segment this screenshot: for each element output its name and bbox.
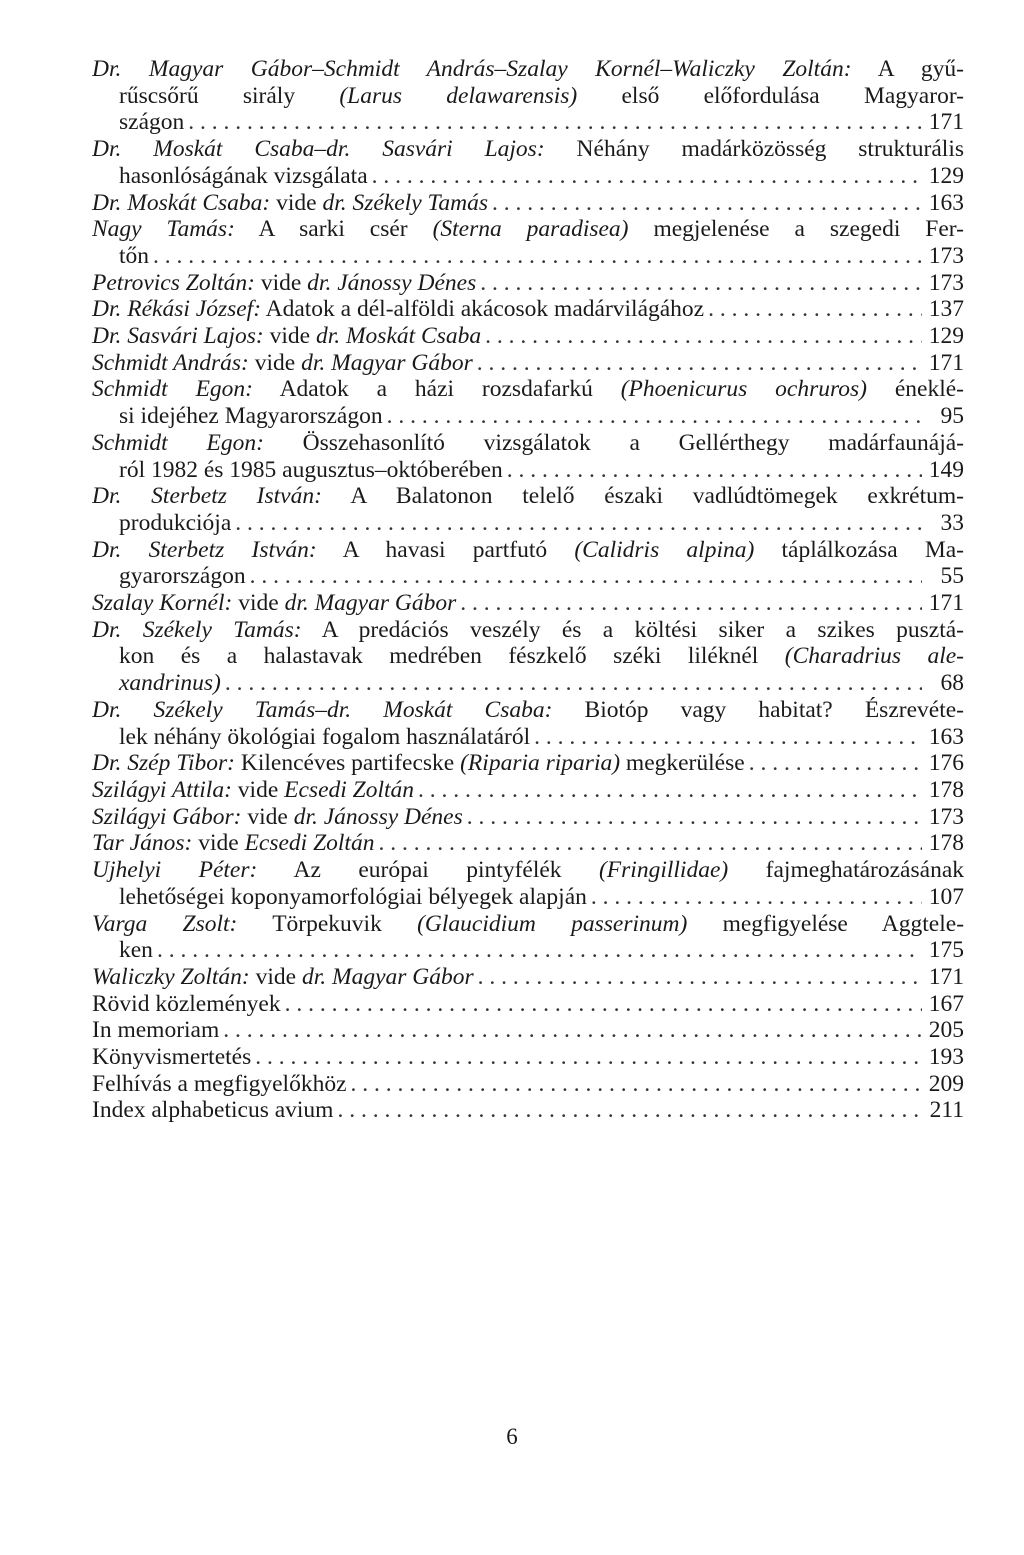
dot-leader xyxy=(745,750,922,777)
text: vide xyxy=(270,189,323,216)
toc-entry-line xyxy=(92,56,964,83)
text: vide xyxy=(241,803,294,830)
page-reference: 173 xyxy=(928,242,964,269)
toc-entry-line xyxy=(92,83,964,110)
italic-text: Nagy Tamás: xyxy=(92,216,235,243)
text: ken xyxy=(119,937,153,964)
dot-leader xyxy=(149,243,922,270)
page-number: 6 xyxy=(506,1424,518,1449)
dot-leader xyxy=(231,510,922,537)
toc-entry-last-line xyxy=(92,724,964,751)
italic-text: Dr. Sterbetz István: xyxy=(92,483,322,510)
toc-entry-last-line xyxy=(92,937,964,964)
toc-entry-text xyxy=(119,457,503,484)
text: éneklé- xyxy=(867,376,964,403)
italic-text: Dr. Rékási József: xyxy=(92,296,262,323)
text: In memoriam xyxy=(92,1017,220,1044)
page-reference: 211 xyxy=(929,1097,964,1124)
dot-leader xyxy=(503,457,922,484)
text: megfigyelése Aggtele- xyxy=(687,910,964,937)
toc-entry xyxy=(92,270,964,297)
dot-leader xyxy=(481,323,922,350)
text: Összehasonlító vizsgálatok a Gellérthegy madárfaunájá- xyxy=(263,429,964,456)
toc-entry-last-line xyxy=(92,323,964,350)
text: első előfordulása Magyaror- xyxy=(577,82,964,109)
italic-text: (Fringillidae) xyxy=(598,857,729,884)
italic-text: Szalay Kornél: xyxy=(92,590,233,617)
toc-entry-last-line xyxy=(92,884,964,911)
italic-text: Dr. Székely Tamás: xyxy=(92,616,302,643)
dot-leader xyxy=(246,563,922,590)
dot-leader xyxy=(383,403,922,430)
italic-text: Schmidt Egon: xyxy=(92,376,254,403)
text: vide xyxy=(263,323,316,350)
page-reference: 171 xyxy=(928,349,964,376)
toc-entry-line xyxy=(92,216,964,243)
italic-text: (Glaucidium passerinum) xyxy=(417,910,688,937)
toc-entry xyxy=(92,1017,964,1044)
italic-text: Szilágyi Attila: xyxy=(92,776,232,803)
text: A sarki csér xyxy=(234,216,433,243)
dot-leader xyxy=(374,830,922,857)
toc-entry-last-line xyxy=(92,403,964,430)
toc-entry xyxy=(92,911,964,964)
text: ról 1982 és 1985 augusztus–októberében xyxy=(119,456,503,483)
page-reference: 163 xyxy=(928,189,964,216)
toc-entry-text xyxy=(119,243,149,270)
text: táplálkozása Ma- xyxy=(754,536,964,563)
text: A havasi partfutó xyxy=(316,536,575,563)
toc-entry xyxy=(92,136,964,189)
toc-entry-last-line xyxy=(92,964,964,991)
toc-entry-text xyxy=(92,750,745,777)
toc-entry-last-line xyxy=(92,563,964,590)
toc-entry xyxy=(92,430,964,483)
text: rűscsőrű sirály xyxy=(119,82,340,109)
toc-entry xyxy=(92,590,964,617)
dot-leader xyxy=(251,1044,922,1071)
toc-entry-text xyxy=(92,991,281,1018)
toc-entry xyxy=(92,483,964,536)
text: hasonlóságának vizsgálata xyxy=(119,162,368,189)
dot-leader xyxy=(474,964,922,991)
dot-leader xyxy=(530,724,922,751)
text: Biotóp vagy habitat? Észrevéte- xyxy=(552,696,964,723)
page-reference: 107 xyxy=(928,883,964,910)
toc-entry xyxy=(92,991,964,1018)
toc-entry xyxy=(92,350,964,377)
italic-text: dr. Magyar Gábor xyxy=(301,963,474,990)
dot-leader xyxy=(221,670,922,697)
italic-text: Dr. Sterbetz István: xyxy=(92,536,317,563)
toc-entry xyxy=(92,323,964,350)
text: Rövid közlemények xyxy=(92,990,281,1017)
italic-text: (Phoenicurus ochruros) xyxy=(620,376,867,403)
page-reference: 137 xyxy=(928,296,964,323)
italic-text: Dr. Székely Tamás–dr. Moskát Csaba: xyxy=(92,696,553,723)
text: Néhány madárközösség strukturális xyxy=(544,136,964,163)
italic-text: Dr. Moskát Csaba: xyxy=(92,189,271,216)
dot-leader xyxy=(488,190,922,217)
toc-entry-text xyxy=(92,1071,347,1098)
toc-entry-line xyxy=(92,483,964,510)
text: vide xyxy=(248,349,302,376)
text: vide xyxy=(232,590,285,617)
toc-entry-text xyxy=(119,724,530,751)
dot-leader xyxy=(333,1097,922,1124)
toc-entry-last-line xyxy=(92,1097,964,1124)
toc-entry-text xyxy=(92,1017,219,1044)
italic-text: Ecsedi Zoltán xyxy=(244,830,375,857)
italic-text: dr. Jánossy Dénes xyxy=(307,269,477,296)
page-reference: 55 xyxy=(940,563,964,590)
toc-entry-last-line xyxy=(92,777,964,804)
toc-entry-line xyxy=(92,430,964,457)
toc-entry-line xyxy=(92,537,964,564)
toc-entry xyxy=(92,964,964,991)
toc-entry-text xyxy=(92,777,414,804)
italic-text: Petrovics Zoltán: xyxy=(92,269,255,296)
text: gyarországon xyxy=(119,563,246,590)
toc-entry xyxy=(92,296,964,323)
page-reference: 129 xyxy=(928,162,964,189)
dot-leader xyxy=(184,109,922,136)
italic-text: (Riparia riparia) xyxy=(460,750,621,777)
toc-entry-text xyxy=(92,964,474,991)
toc-entry-text xyxy=(92,590,456,617)
text: megjelenése a szegedi Fer- xyxy=(628,216,964,243)
text: A gyű- xyxy=(851,56,964,82)
toc-entry xyxy=(92,804,964,831)
dot-leader xyxy=(463,804,922,831)
text: vide xyxy=(192,830,245,857)
toc-entry-text xyxy=(92,323,481,350)
page-reference: 193 xyxy=(928,1044,964,1071)
dot-leader xyxy=(587,884,922,911)
toc-entry-last-line xyxy=(92,163,964,190)
italic-text: Schmidt Egon: xyxy=(92,429,264,456)
italic-text: dr. Székely Tamás xyxy=(322,189,489,216)
toc-entry-text xyxy=(92,830,374,857)
text: szágon xyxy=(119,109,185,136)
text: kon és a halastavak medrében fészkelő széki liléknél xyxy=(119,643,785,670)
italic-text: (Larus delawarensis) xyxy=(339,82,578,109)
toc-entry-line xyxy=(92,376,964,403)
toc-entry-last-line xyxy=(92,590,964,617)
toc-entry-text xyxy=(92,350,473,377)
toc-entry-line xyxy=(92,911,964,938)
toc-entry-last-line xyxy=(92,1071,964,1098)
page-reference: 129 xyxy=(928,323,964,350)
text: lehetőségei koponyamorfológiai bélyegek alapján xyxy=(119,883,587,910)
text: A Balatonon telelő északi vadlúdtömegek exkrétum- xyxy=(321,483,964,510)
toc-entry xyxy=(92,830,964,857)
text: lek néhány ökológiai fogalom használatáról xyxy=(119,723,531,750)
text: produkciója xyxy=(119,509,232,536)
page-reference: 167 xyxy=(928,990,964,1017)
page-reference: 209 xyxy=(928,1070,964,1097)
page-reference: 178 xyxy=(928,830,964,857)
page-reference: 173 xyxy=(928,269,964,296)
toc-entry-text xyxy=(92,270,476,297)
dot-leader xyxy=(473,350,922,377)
italic-text: (Charadrius ale- xyxy=(784,643,964,670)
page-reference: 95 xyxy=(940,403,964,430)
page-reference: 171 xyxy=(928,109,964,136)
italic-text: Dr. Moskát Csaba–dr. Sasvári Lajos: xyxy=(92,136,545,163)
page-reference: 175 xyxy=(928,937,964,964)
toc-entry-text xyxy=(92,296,704,323)
toc-entry-line xyxy=(92,697,964,724)
page-reference: 205 xyxy=(928,1017,964,1044)
page-reference: 176 xyxy=(928,750,964,777)
toc-entry-last-line xyxy=(92,296,964,323)
toc-entry-text xyxy=(119,563,246,590)
italic-text: (Calidris alpina) xyxy=(574,536,755,563)
text: si idejéhez Magyarországon xyxy=(119,403,383,430)
italic-text: Varga Zsolt: xyxy=(92,910,238,937)
toc-entry xyxy=(92,1044,964,1071)
text: tőn xyxy=(119,242,150,269)
page-reference: 149 xyxy=(928,456,964,483)
page-reference: 173 xyxy=(928,803,964,830)
toc-entry-last-line xyxy=(92,510,964,537)
toc-entry-text xyxy=(119,670,221,697)
text: Az európai pintyfélék xyxy=(257,857,599,884)
toc-entry xyxy=(92,697,964,750)
table-of-contents xyxy=(92,56,964,1124)
text: Felhívás a megfigyelőkhöz xyxy=(92,1070,347,1097)
italic-text: Szilágyi Gábor: xyxy=(92,803,242,830)
italic-text: Ujhelyi Péter: xyxy=(92,857,258,884)
italic-text: dr. Moskát Csaba xyxy=(315,323,482,350)
text: Könyvismertetés xyxy=(92,1044,252,1071)
toc-entry-last-line xyxy=(92,991,964,1018)
page-reference: 68 xyxy=(940,670,964,697)
text: Adatok a dél-alföldi akácosok madárvilágához xyxy=(261,296,705,323)
dot-leader xyxy=(414,777,922,804)
toc-entry-last-line xyxy=(92,670,964,697)
italic-text: dr. Magyar Gábor xyxy=(284,590,457,617)
toc-entry-line xyxy=(92,857,964,884)
italic-text: dr. Magyar Gábor xyxy=(301,349,473,376)
italic-text: Tar János: xyxy=(92,830,193,857)
toc-entry-last-line xyxy=(92,109,964,136)
italic-text: Waliczky Zoltán: xyxy=(92,963,250,990)
text: vide xyxy=(254,269,308,296)
page-reference: 171 xyxy=(928,963,964,990)
page-reference: 33 xyxy=(940,509,964,536)
toc-entry xyxy=(92,56,964,136)
toc-entry xyxy=(92,1071,964,1098)
text: vide xyxy=(249,963,302,990)
text: A predációs veszély és a költési siker a szikes pusztá- xyxy=(301,616,964,643)
dot-leader xyxy=(153,937,922,964)
toc-entry-text xyxy=(92,190,488,217)
toc-entry xyxy=(92,777,964,804)
toc-entry-last-line xyxy=(92,190,964,217)
toc-entry-text xyxy=(92,1044,251,1071)
toc-entry-text xyxy=(92,804,463,831)
italic-text: Dr. Magyar Gábor–Schmidt András–Szalay Kornél–Waliczky Zoltán: xyxy=(92,56,852,82)
dot-leader xyxy=(219,1017,922,1044)
toc-entry-last-line xyxy=(92,1017,964,1044)
italic-text: dr. Jánossy Dénes xyxy=(293,803,463,830)
dot-leader xyxy=(368,163,922,190)
text: Adatok a házi rozsdafarkú xyxy=(253,376,621,403)
toc-entry xyxy=(92,537,964,590)
toc-entry xyxy=(92,750,964,777)
toc-entry-text xyxy=(119,403,383,430)
page-reference: 163 xyxy=(928,723,964,750)
toc-entry-line xyxy=(92,617,964,644)
toc-entry-text xyxy=(119,884,587,911)
toc-entry-line xyxy=(92,643,964,670)
page-reference: 178 xyxy=(928,776,964,803)
toc-entry xyxy=(92,1097,964,1124)
text: vide xyxy=(231,776,285,803)
italic-text: Dr. Szép Tibor: xyxy=(92,750,235,777)
toc-entry xyxy=(92,216,964,269)
dot-leader xyxy=(476,270,922,297)
toc-entry-text xyxy=(119,510,231,537)
italic-text: Dr. Sasvári Lajos: xyxy=(92,323,264,350)
toc-entry-last-line xyxy=(92,457,964,484)
toc-entry-last-line xyxy=(92,804,964,831)
text: Kilencéves partifecske xyxy=(235,750,461,777)
dot-leader xyxy=(347,1071,922,1098)
toc-entry-text xyxy=(119,163,368,190)
italic-text: (Sterna paradisea) xyxy=(432,216,629,243)
dot-leader xyxy=(281,991,922,1018)
toc-entry xyxy=(92,376,964,429)
page-reference: 171 xyxy=(928,590,964,617)
toc-entry-last-line xyxy=(92,243,964,270)
toc-entry-last-line xyxy=(92,270,964,297)
toc-entry-last-line xyxy=(92,1044,964,1071)
toc-entry xyxy=(92,857,964,910)
toc-entry-text xyxy=(92,1097,333,1124)
dot-leader xyxy=(456,590,922,617)
toc-entry-text xyxy=(119,937,153,964)
text: Törpekuvik xyxy=(237,910,418,937)
toc-entry-text xyxy=(119,109,184,136)
toc-entry-line xyxy=(92,136,964,163)
dot-leader xyxy=(704,296,922,323)
toc-entry-last-line xyxy=(92,350,964,377)
italic-text: Ecsedi Zoltán xyxy=(284,776,415,803)
text: Index alphabeticus avium xyxy=(92,1097,334,1124)
text: fajmeghatározásának xyxy=(728,857,964,884)
italic-text: xandrinus) xyxy=(119,670,221,697)
toc-entry xyxy=(92,617,964,697)
italic-text: Schmidt András: xyxy=(92,349,249,376)
toc-entry-last-line xyxy=(92,750,964,777)
text: megkerülése xyxy=(620,750,745,777)
toc-entry-last-line xyxy=(92,830,964,857)
toc-entry xyxy=(92,190,964,217)
